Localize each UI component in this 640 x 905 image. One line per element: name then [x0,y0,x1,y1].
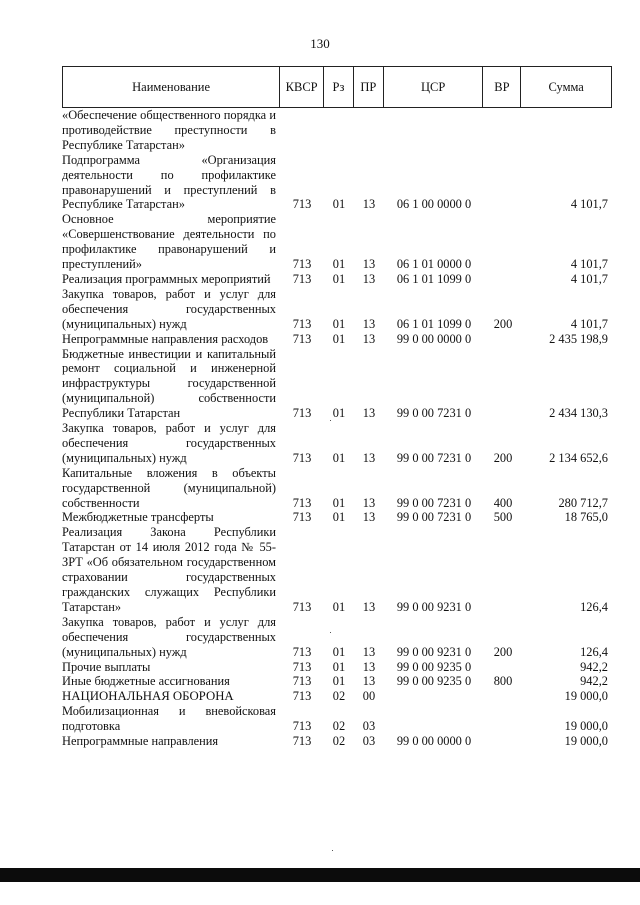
row-name: Непрограммные направления расходов [62,331,269,346]
row-sum: 2 435 198,9 [549,331,608,346]
row-rz: 01 [332,271,346,286]
row-vr: 200 [493,450,513,465]
table-row [62,272,612,287]
row-sum: 126,4 [580,599,608,614]
row-vr: 800 [493,674,513,689]
row-kvsr: 713 [292,331,312,346]
page-number: 130 [310,36,330,51]
row-sum: 942,2 [580,659,608,674]
row-csr: 06 1 01 1099 0 [396,316,472,331]
header-rz: Рз [324,67,354,107]
table-row [62,689,612,704]
row-rz: 01 [332,450,346,465]
row-kvsr: 713 [292,406,312,421]
row-sum: 4 101,7 [570,257,608,272]
row-name: Реализация Закона Республики Татарстан от 14 июля 2012 года № 55-ЗРТ «Об обязательном государственном страховании государственных гражданских служащих Республики Татарстан» [62,525,276,614]
row-csr: 99 0 00 7231 0 [396,406,472,421]
table-row [62,287,612,332]
table-row [62,525,612,614]
row-pr: 13 [362,510,376,525]
row-pr: 00 [362,689,376,704]
row-pr: 13 [362,674,376,689]
header-csr: ЦСР [384,67,484,107]
table-row [62,674,612,689]
table-body [62,108,612,749]
header-name: Наименование [63,67,280,107]
header-sum: Сумма [548,79,584,94]
row-csr: 99 0 00 7231 0 [396,450,472,465]
row-pr: 13 [362,450,376,465]
row-name: Основное мероприятие «Совершенствование деятельности по профилактике правонарушений и преступлений» [62,212,276,272]
row-vr: 200 [493,644,513,659]
row-sum: 942,2 [580,674,608,689]
row-kvsr: 713 [292,734,312,749]
row-pr: 13 [362,644,376,659]
table-row [62,466,612,511]
row-name: Межбюджетные трансферты [62,510,214,525]
row-pr: 13 [362,659,376,674]
table-row [62,347,612,422]
row-csr: 99 0 00 9235 0 [396,674,472,689]
row-kvsr: 713 [292,197,312,212]
row-rz: 01 [332,197,346,212]
table-row [62,332,612,347]
row-vr: 500 [493,510,513,525]
row-sum: 18 765,0 [564,510,608,525]
row-vr: 400 [493,495,513,510]
row-sum: 19 000,0 [564,719,608,734]
row-kvsr: 713 [292,659,312,674]
row-kvsr: 713 [292,674,312,689]
row-sum: 126,4 [580,644,608,659]
row-rz: 02 [332,689,346,704]
row-pr: 13 [362,257,376,272]
row-kvsr: 713 [292,316,312,331]
row-csr: 99 0 00 7231 0 [396,510,472,525]
row-name: Закупка товаров, работ и услуг для обеспечения государственных (муниципальных) нужд [62,421,276,465]
table-row [62,734,612,749]
row-pr: 13 [362,331,376,346]
row-kvsr: 713 [292,271,312,286]
row-sum: 4 101,7 [570,271,608,286]
header-vr: ВР [483,67,521,107]
row-name: Иные бюджетные ассигнования [62,674,230,689]
scan-edge-bar [0,868,640,882]
row-name: Непрограммные направления [62,734,219,749]
row-name: Подпрограмма «Организация деятельности по профилактике правонарушений и преступлений в Республике Татарстан» [62,152,276,212]
row-kvsr: 713 [292,510,312,525]
row-sum: 280 712,7 [558,495,608,510]
row-name: Мобилизационная и вневойсковая подготовка [62,704,276,734]
row-sum: 19 000,0 [564,734,608,749]
row-kvsr: 713 [292,689,312,704]
row-name: Реализация программных мероприятий [62,271,271,286]
table-row [62,615,612,660]
table-row [62,421,612,466]
table-row [62,153,612,213]
row-kvsr: 713 [292,644,312,659]
row-rz: 01 [332,495,346,510]
row-sum: 4 101,7 [570,197,608,212]
row-pr: 13 [362,599,376,614]
row-csr: 06 1 01 0000 0 [396,257,472,272]
row-rz: 01 [332,644,346,659]
row-pr: 03 [362,719,376,734]
row-rz: 02 [332,719,346,734]
row-kvsr: 713 [292,450,312,465]
row-csr: 99 0 00 9231 0 [396,599,472,614]
row-csr: 99 0 00 9231 0 [396,644,472,659]
row-rz: 01 [332,510,346,525]
row-pr: 13 [362,271,376,286]
table-row [62,510,612,525]
row-kvsr: 713 [292,719,312,734]
table-row [62,108,612,153]
row-sum: 2 134 652,6 [549,450,608,465]
table-row [62,660,612,675]
row-csr: 99 0 00 0000 0 [396,331,472,346]
row-rz: 01 [332,331,346,346]
row-pr: 03 [362,734,376,749]
row-name: НАЦИОНАЛЬНАЯ ОБОРОНА [62,689,234,704]
row-pr: 13 [362,406,376,421]
row-csr: 06 1 01 1099 0 [396,271,472,286]
row-csr: 99 0 00 7231 0 [396,495,472,510]
row-kvsr: 713 [292,599,312,614]
row-name: «Обеспечение общественного порядка и противодействие преступности в Республике Татарстан» [62,108,276,152]
row-rz: 01 [332,599,346,614]
row-sum: 19 000,0 [564,689,608,704]
row-rz: 01 [332,316,346,331]
row-rz: 01 [332,406,346,421]
row-rz: 01 [332,674,346,689]
row-rz: 02 [332,734,346,749]
table-row [62,704,612,734]
header-pr: ПР [354,67,384,107]
row-csr: 06 1 00 0000 0 [396,197,472,212]
row-vr: 200 [493,316,513,331]
row-name: Капитальные вложения в объекты государственной (муниципальной) собственности [62,465,276,510]
row-pr: 13 [362,495,376,510]
row-csr: 99 0 00 0000 0 [396,734,472,749]
row-rz: 01 [332,659,346,674]
row-kvsr: 713 [292,495,312,510]
row-name: Бюджетные инвестиции и капитальный ремонт социальной и инженерной инфраструктуры государственной (муниципальной) собственности Республики Татарстан [62,346,276,421]
row-sum: 2 434 130,3 [549,406,608,421]
row-csr: 99 0 00 9235 0 [396,659,472,674]
table-row [62,212,612,272]
row-name: Закупка товаров, работ и услуг для обеспечения государственных (муниципальных) нужд [62,286,276,331]
row-pr: 13 [362,197,376,212]
row-pr: 13 [362,316,376,331]
row-kvsr: 713 [292,257,312,272]
table-header [62,66,612,108]
header-kvsr: КВСР [280,67,324,107]
row-sum: 4 101,7 [570,316,608,331]
row-name: Прочие выплаты [62,659,151,674]
row-rz: 01 [332,257,346,272]
row-name: Закупка товаров, работ и услуг для обеспечения государственных (муниципальных) нужд [62,614,276,659]
